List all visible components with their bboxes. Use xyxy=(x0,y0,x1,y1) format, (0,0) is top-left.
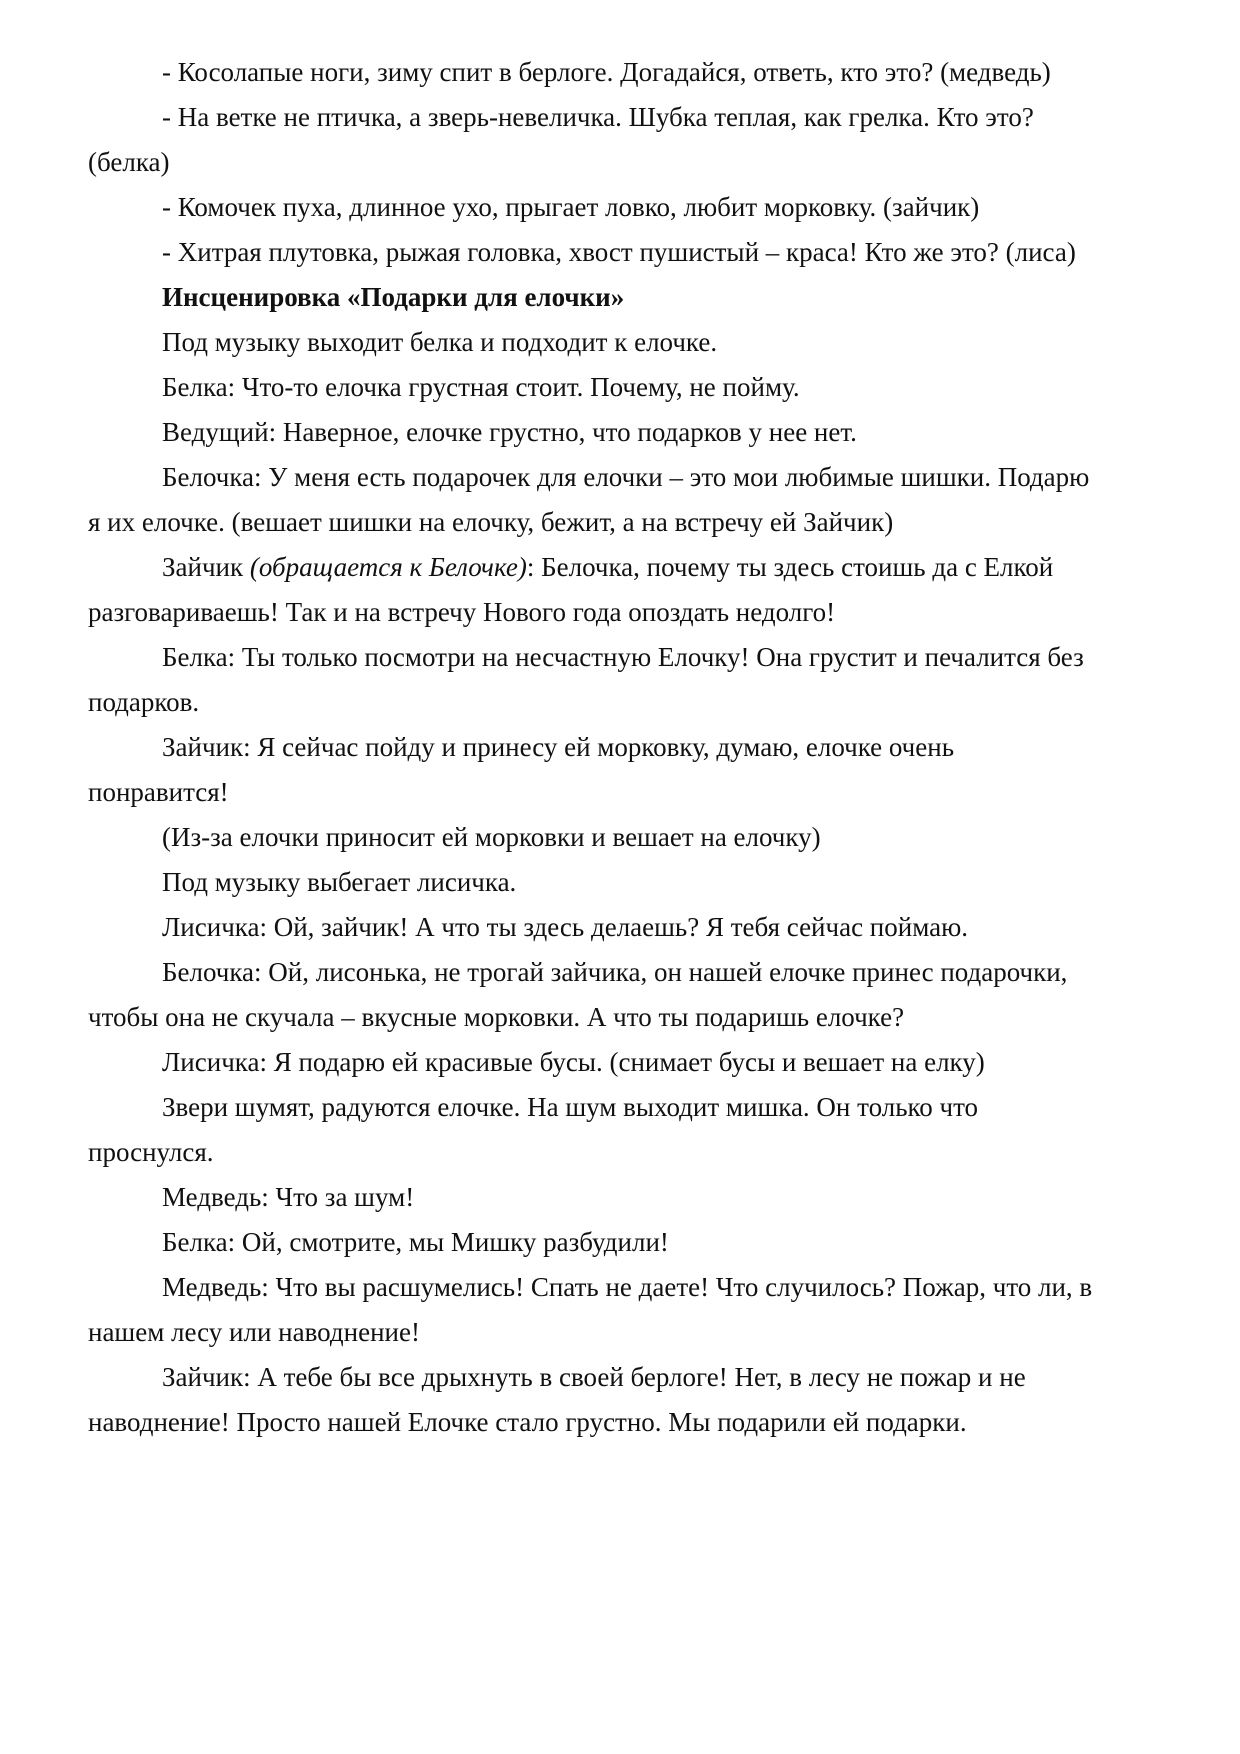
paragraph: Белка: Что-то елочка грустная стоит. Почему, не пойму. xyxy=(162,372,800,402)
paragraph: Медведь: Что за шум! xyxy=(162,1182,415,1212)
speaker-name: Зайчик xyxy=(162,552,250,582)
paragraph-line xyxy=(162,551,1053,583)
paragraph-line: разговариваешь! Так и на встречу Нового года опоздать недолго! xyxy=(88,597,836,627)
riddle-bear: - Косолапые ноги, зиму спит в берлоге. Догадайся, ответь, кто это? (медведь) xyxy=(162,57,1051,87)
paragraph-line: Звери шумят, радуются елочке. На шум выходит мишка. Он только что xyxy=(162,1092,979,1122)
paragraph-line: нашем лесу или наводнение! xyxy=(88,1317,420,1347)
section-title: Инсценировка «Подарки для елочки» xyxy=(162,282,625,312)
paragraph: Белка: Ой, смотрите, мы Мишку разбудили! xyxy=(162,1227,669,1257)
paragraph: Лисичка: Ой, зайчик! А что ты здесь делаешь? Я тебя сейчас поймаю. xyxy=(162,912,969,942)
paragraph-line: подарков. xyxy=(88,687,200,717)
paragraph: Ведущий: Наверное, елочке грустно, что подарков у нее нет. xyxy=(162,417,857,447)
riddle-squirrel-line1: - На ветке не птичка, а зверь-невеличка. Шубка теплая, как грелка. Кто это? xyxy=(162,102,1034,132)
paragraph-line: я их елочке. (вешает шишки на елочку, бежит, а на встречу ей Зайчик) xyxy=(88,507,894,537)
paragraph: Под музыку выходит белка и подходит к елочке. xyxy=(162,327,718,357)
paragraph: (Из-за елочки приносит ей морковки и вешает на елочку) xyxy=(162,822,821,852)
speech-text: : Белочка, почему ты здесь стоишь да с Елкой xyxy=(526,552,1054,582)
stage-direction: (обращается к Белочке) xyxy=(249,552,527,582)
paragraph: Под музыку выбегает лисичка. xyxy=(162,867,517,897)
paragraph-line: проснулся. xyxy=(88,1137,214,1167)
paragraph-line: Зайчик: А тебе бы все дрыхнуть в своей берлоге! Нет, в лесу не пожар и не xyxy=(162,1362,1026,1392)
paragraph-line: Медведь: Что вы расшумелись! Спать не даете! Что случилось? Пожар, что ли, в xyxy=(162,1272,1093,1302)
riddle-squirrel-line2: (белка) xyxy=(88,147,170,177)
riddle-fox: - Хитрая плутовка, рыжая головка, хвост пушистый – краса! Кто же это? (лиса) xyxy=(162,237,1076,267)
paragraph-line: Зайчик: Я сейчас пойду и принесу ей морковку, думаю, елочке очень xyxy=(162,732,955,762)
paragraph-line: Белка: Ты только посмотри на несчастную Елочку! Она грустит и печалится без xyxy=(162,642,1084,672)
paragraph-line: Белочка: Ой, лисонька, не трогай зайчика, он нашей елочке принес подарочки, xyxy=(162,957,1068,987)
paragraph: Лисичка: Я подарю ей красивые бусы. (снимает бусы и вешает на елку) xyxy=(162,1047,985,1077)
paragraph-line: наводнение! Просто нашей Елочке стало грустно. Мы подарили ей подарки. xyxy=(88,1407,967,1437)
paragraph-line: чтобы она не скучала – вкусные морковки. А что ты подаришь елочке? xyxy=(88,1002,905,1032)
riddle-hare: - Комочек пуха, длинное ухо, прыгает ловко, любит морковку. (зайчик) xyxy=(162,192,980,222)
paragraph-line: понравится! xyxy=(88,777,229,807)
paragraph-line: Белочка: У меня есть подарочек для елочки – это мои любимые шишки. Подарю xyxy=(162,462,1090,492)
